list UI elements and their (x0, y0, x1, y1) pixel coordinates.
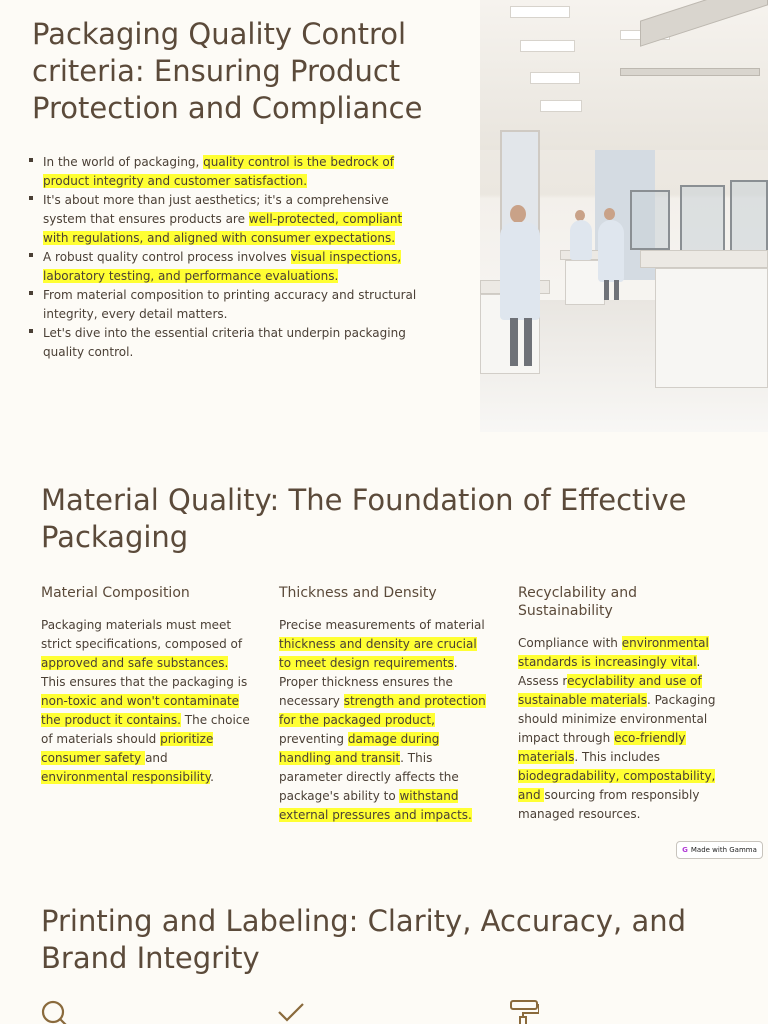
text-run: Packaging materials must meet strict specifications, composed of (41, 618, 243, 651)
text-run: Let's dive into the essential criteria that underpin packaging quality control. (43, 326, 406, 359)
made-with-gamma-badge[interactable]: G Made with Gamma (676, 841, 763, 859)
bullet-item (28, 248, 428, 286)
slide-printing-labeling (0, 864, 768, 1024)
text-run: . Assess r (518, 655, 701, 688)
column-recyclability (518, 584, 718, 824)
text-run: sourcing from responsibly managed resources. (518, 788, 700, 821)
text-run: and (145, 751, 168, 765)
highlighted-text: biodegradability, compostability, and (518, 769, 716, 802)
column-body (279, 616, 489, 825)
highlighted-text: ecyclability and use of sustainable materials (518, 674, 702, 707)
gamma-logo-icon: G (682, 846, 688, 854)
column-body (518, 634, 718, 824)
highlighted-text: eco-friendly materials (518, 731, 686, 764)
highlighted-text: thickness and density are crucial to meet design requirements (279, 637, 477, 670)
column-heading: Thickness and Density (279, 585, 437, 601)
magnifier-icon (40, 998, 70, 1024)
highlighted-text: non-toxic and won't contaminate the product it contains. (41, 694, 240, 727)
highlighted-text: environmental responsibility (41, 770, 211, 784)
text-run: Precise measurements of material (279, 618, 485, 632)
highlighted-text: approved and safe substances. (41, 656, 229, 670)
bullet-item (28, 191, 428, 248)
highlighted-text: damage during handling and transit (279, 732, 440, 765)
paint-roller-icon (509, 998, 539, 1024)
highlighted-text: visual inspections, laboratory testing, and performance evaluations. (43, 250, 402, 283)
text-run: Compliance with (518, 636, 622, 650)
highlighted-text: well-protected, compliant with regulations, and aligned with consumer expectations. (43, 212, 403, 245)
highlighted-text: environmental standards is increasingly vital (518, 636, 709, 669)
text-run: . Proper thickness ensures the necessary (279, 656, 458, 708)
slide-title: Printing and Labeling: Clarity, Accuracy, and Brand Integrity (41, 904, 687, 975)
column-body (41, 616, 251, 787)
slide-material-quality (0, 432, 768, 864)
bullet-item (28, 286, 428, 324)
text-run: It's about more than just aesthetics; it's a comprehensive system that ensures products are (43, 193, 389, 226)
highlighted-text: strength and protection for the packaged product, (279, 694, 486, 727)
text-run: . (210, 770, 214, 784)
highlighted-text: withstand external pressures and impacts. (279, 789, 472, 822)
text-run: A robust quality control process involves (43, 250, 291, 264)
laboratory-photo (480, 0, 768, 432)
text-run: From material composition to printing accuracy and structural integrity, every detail matters. (43, 288, 417, 321)
column-heading: Material Composition (41, 585, 190, 601)
column-thickness-density (279, 584, 489, 825)
text-run: In the world of packaging, (43, 155, 204, 169)
text-run: The choice of materials should (41, 713, 250, 746)
text-run: . This parameter directly affects the package's ability to (279, 751, 459, 803)
column-material-composition (41, 584, 251, 787)
text-run: preventing (279, 732, 348, 746)
slide-title: Packaging Quality Control criteria: Ensuring Product Protection and Compliance (32, 17, 423, 125)
text-run: This ensures that the packaging is (41, 675, 248, 689)
intro-bullet-list (28, 153, 428, 362)
slide-intro (0, 0, 768, 432)
bullet-item (28, 153, 428, 191)
slide-title: Material Quality: The Foundation of Effective Packaging (41, 483, 687, 554)
column-heading: Recyclability and Sustainability (518, 585, 637, 619)
highlighted-text: quality control is the bedrock of product integrity and customer satisfaction. (43, 155, 394, 188)
text-run: . Packaging should minimize environmental impact through (518, 693, 716, 745)
bullet-item (28, 324, 428, 362)
text-run: . This includes (574, 750, 661, 764)
checkmark-icon (276, 998, 306, 1024)
highlighted-text: prioritize consumer safety (41, 732, 214, 765)
